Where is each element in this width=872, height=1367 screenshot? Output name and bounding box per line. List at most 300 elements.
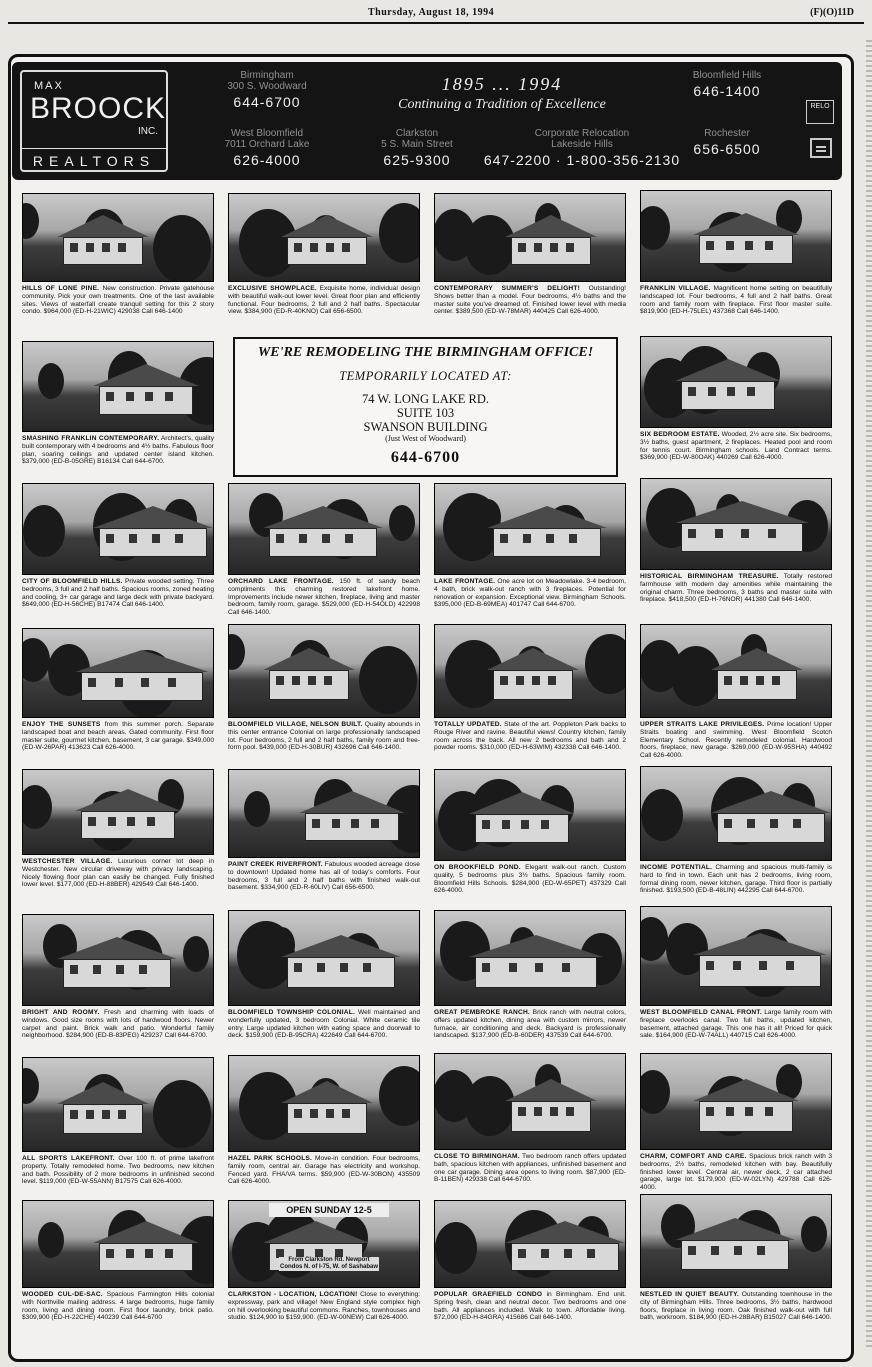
page-header [8, 4, 864, 24]
tree-shape [244, 791, 270, 827]
listing-title: WOODED CUL-DE-SAC. [22, 1291, 103, 1298]
listing-title: EXCLUSIVE SHOWPLACE. [228, 285, 317, 292]
window-shape [276, 676, 284, 685]
listing-title: WESTCHESTER VILLAGE. [22, 858, 113, 865]
listing-title: NESTLED IN QUIET BEAUTY. [640, 1291, 739, 1298]
listing-text: Spacious brick ranch with 3 bedrooms, 2½ baths, remodeled kitchen with bay. Beautifully finished lower level. Central air, newer deck, 2 car attached garage, large lot. $179,900 (ED-W-02LYN) 429788 Call 626-4000. [640, 1153, 832, 1192]
listing-photo [434, 483, 626, 575]
tagline-motto: Continuing a Tradition of Excellence [398, 97, 606, 112]
listing-photo [22, 483, 214, 575]
listing-description [434, 1291, 626, 1367]
listing-title: LAKE FRONTAGE. [434, 578, 496, 585]
window-shape [786, 961, 794, 970]
listing-photo [22, 341, 214, 432]
window-shape [118, 243, 126, 252]
listing-title: CITY OF BLOOMFIELD HILLS. [22, 578, 123, 585]
roof-shape [281, 935, 401, 957]
roof-shape [693, 933, 827, 955]
logo-realtors: REALTORS [22, 148, 166, 169]
listing-title: CHARM, COMFORT AND CARE. [640, 1153, 747, 1160]
listing-text: Fresh and charming with loads of windows. Good size rooms with lots of hardwood floors. Newer carpet and paint. Brick walk and patio. Wonderful family neighborhood. $284,900 (ED-B-83PEG) 429237 Call 644-6700. [22, 1009, 214, 1040]
listing-text: Over 100 ft. of prime lakefront property. Totally remodeled home. Two bedrooms, new kitchen and bath. Possibility of 2 more bedrooms in unfinished second level. $119,000 (ED-W-55ANN) B17575 Call 626-4000. [22, 1155, 214, 1186]
listing-photo [640, 1053, 832, 1150]
house-shape [681, 523, 803, 552]
house-shape [717, 813, 825, 843]
window-shape [126, 1249, 134, 1258]
listing-title: INCOME POTENTIAL. [640, 864, 713, 871]
window-shape [765, 1107, 773, 1116]
listing-photo [22, 769, 214, 855]
window-shape [102, 1110, 110, 1119]
window-shape [106, 392, 114, 401]
listing-description [434, 285, 626, 367]
window-shape [292, 676, 300, 685]
window-shape [756, 676, 764, 685]
roof-shape [93, 364, 199, 386]
listing-title: HILLS OF LONE PINE. [22, 285, 100, 292]
open-sunday-banner: OPEN SUNDAY 12-5 [269, 1203, 389, 1217]
window-shape [139, 965, 147, 974]
house-shape [717, 670, 797, 700]
roof-shape [675, 501, 809, 523]
house-shape [493, 670, 573, 700]
window-shape [793, 819, 801, 828]
window-shape [165, 1249, 173, 1258]
window-shape [541, 1249, 549, 1258]
window-shape [741, 529, 749, 538]
logo-name: BROOCK [30, 92, 167, 125]
listing-photo [640, 766, 832, 861]
tree-shape [22, 785, 52, 829]
window-shape [312, 819, 320, 828]
roof-shape [711, 648, 803, 670]
window-shape [70, 243, 78, 252]
window-shape [548, 676, 556, 685]
window-shape [772, 676, 780, 685]
listing-card [228, 1200, 420, 1367]
listing-photo [434, 1200, 626, 1288]
brokerage-banner [12, 62, 842, 180]
window-shape [165, 392, 173, 401]
listing-photo [22, 1057, 214, 1152]
listing-text: in Birmingham. End unit. Spring fresh, clean and neutral decor. Two bedrooms and one bath. All appliances included. Walk to town. Affordable living. $72,000 (ED-H-84GRA) 415686 Call 646-1400. [434, 1291, 626, 1322]
listing-photo [640, 190, 832, 282]
window-shape [86, 243, 94, 252]
listing-title: FRANKLIN VILLAGE. [640, 285, 711, 292]
listing-title: BLOOMFIELD VILLAGE, NELSON BUILT. [228, 721, 363, 728]
tree-shape [801, 1216, 827, 1252]
listing-text: Totally restored farmhouse with modern day amenities while maintaining the original charm. Three bedrooms, 3 baths and master suite with fireplace. $418,500 (ED-H-76NOR) 441380 Call 646-1400. [640, 573, 832, 604]
tree-shape [22, 1068, 39, 1104]
window-shape [569, 534, 577, 543]
window-shape [129, 534, 137, 543]
window-shape [116, 965, 124, 974]
window-shape [726, 241, 734, 250]
listing-photo [640, 336, 832, 428]
listing-text: Outstanding townhouse in the city of Birmingham Hills. Three bedrooms, 3½ baths, hardwood floors, fireplace in living room. Oak finished walk-out with full bath, workroom. $184,900 (ED-H-28BAR) B15027 Call 646-1400. [640, 1291, 832, 1322]
window-shape [711, 1246, 719, 1255]
listing-photo [228, 483, 420, 575]
window-shape [541, 820, 549, 829]
house-shape [287, 957, 395, 988]
window-shape [363, 963, 371, 972]
window-shape [706, 961, 714, 970]
window-shape [688, 387, 696, 396]
roof-shape [281, 215, 373, 237]
tree-shape [359, 646, 417, 714]
house-shape [269, 528, 377, 557]
listing-text: New construction. Private gatehouse community. Pick your own treatments. One of the last available sites. Views of waterfall create tranquil setting for this 2 story condo. $964,000 (ED-H-21WIC) 429038 Call 646-1400 [22, 285, 214, 316]
roof-shape [505, 1079, 597, 1101]
roof-shape [505, 215, 597, 237]
listing-title: POPULAR GRAEFIELD CONDO [434, 1291, 543, 1298]
tree-shape [641, 789, 683, 841]
office-birmingham: Birmingham 300 S. Woodward 644-6700 [192, 70, 342, 110]
notice-address: 74 W. LONG LAKE RD. SUITE 103 SWANSON BUILDING (Just West of Woodward) [361, 392, 490, 443]
listing-text: Architect's, quality built contemporary with 4 bedrooms and 4½ baths. Fabulous floor plan, soaring ceilings and updated center island kitchen. $379,000 (ED-B-05GRE) B16134 Call 644-6700. [22, 435, 214, 466]
window-shape [733, 961, 741, 970]
listing-photo [434, 1053, 626, 1150]
window-shape [757, 1246, 765, 1255]
window-shape [308, 676, 316, 685]
listing-title: BRIGHT AND ROOMY. [22, 1009, 100, 1016]
office-phone: 625-9300 [383, 152, 451, 168]
house-shape [305, 813, 399, 841]
roof-shape [57, 937, 177, 959]
window-shape [564, 1249, 572, 1258]
window-shape [765, 241, 773, 250]
window-shape [351, 819, 359, 828]
listing-title: ALL SPORTS LAKEFRONT. [22, 1155, 115, 1162]
listing-photo [640, 478, 832, 570]
window-shape [500, 676, 508, 685]
listing-photo [228, 910, 420, 1006]
tagline [372, 74, 632, 113]
window-shape [566, 1107, 574, 1116]
window-shape [326, 1109, 334, 1118]
window-shape [324, 676, 332, 685]
window-shape [745, 241, 753, 250]
listing-photo [434, 624, 626, 718]
tree-shape [228, 634, 245, 670]
roof-shape [693, 1079, 799, 1101]
roof-shape [57, 215, 149, 237]
listing-photo [640, 906, 832, 1006]
window-shape [294, 963, 302, 972]
window-shape [93, 965, 101, 974]
listing-title: BLOOMFIELD TOWNSHIP COLONIAL. [228, 1009, 355, 1016]
listing-photo [22, 628, 214, 718]
listing-description [228, 285, 420, 380]
tree-shape [434, 1070, 475, 1122]
window-shape [706, 1107, 714, 1116]
listing-text: Close to everything: expressway, park and village! New England style complex high on hill overlooking beautiful commons. Ranches, townhouses and studio. $124,900 to $159,900. (ED-W-00NEW) Call 626-4000. [228, 1291, 420, 1322]
window-shape [345, 534, 353, 543]
window-shape [546, 534, 554, 543]
roof-shape [263, 1221, 369, 1243]
listing-text: 150 ft. of sandy beach compliments this charming restored lakefront home. Improvements include newer kitchen, fireplace, living and master bedroom, family room, garage. $529,000 (ED-H-54OLD) 422998 Call 646-1400. [228, 578, 420, 617]
house-shape [287, 1103, 367, 1134]
tree-shape [153, 1080, 211, 1148]
listing-photo [228, 193, 420, 282]
roof-shape [675, 359, 781, 381]
window-shape [724, 676, 732, 685]
listing-title: SIX BEDROOM ESTATE. [640, 431, 720, 438]
window-shape [145, 1249, 153, 1258]
window-shape [745, 1107, 753, 1116]
window-shape [523, 534, 531, 543]
window-shape [340, 963, 348, 972]
tree-shape [153, 215, 211, 282]
window-shape [747, 819, 755, 828]
listing-photo [434, 910, 626, 1006]
window-shape [276, 534, 284, 543]
roof-shape [93, 1221, 199, 1243]
window-shape [145, 392, 153, 401]
notice-phone: 644-6700 [390, 449, 461, 466]
window-shape [322, 534, 330, 543]
tree-shape [22, 638, 50, 682]
tree-shape [640, 206, 670, 250]
window-shape [332, 819, 340, 828]
house-shape [99, 528, 207, 557]
listing-text: from this summer porch. Separate landscaped boat and beach areas. Gated community. First floor master suite, gourmet kitchen, basement, 3 car garage. $349,000 (ED-W-26PAR) 413623 Call 626-4000. [22, 721, 214, 752]
house-shape [681, 1240, 789, 1270]
window-shape [326, 243, 334, 252]
listing-title: HISTORICAL BIRMINGHAM TREASURE. [640, 573, 779, 580]
window-shape [509, 963, 517, 972]
window-shape [688, 529, 696, 538]
house-shape [475, 814, 569, 843]
listing-text: Fabulous wooded acreage close to downtown! Updated home has all of today's comforts. Four bedrooms, 3 full and 2 half baths with finished walk-out basement. $334,900 (ED-R-60LIV) Call 656-6500. [228, 861, 420, 892]
listing-title: ENJOY THE SUNSETS [22, 721, 101, 728]
window-shape [70, 1110, 78, 1119]
roof-shape [299, 791, 405, 813]
listing-title: CLARKSTON - LOCATION, LOCATION! [228, 1291, 358, 1298]
window-shape [688, 1246, 696, 1255]
window-shape [115, 678, 123, 687]
issue-date: Thursday, August 18, 1994 [368, 7, 495, 18]
listing-text: Two bedroom ranch offers updated bath, spacious kitchen with appliances, unfinished basement and one car garage. Dining area opens to living room. $87,900 (ED-B-11BEN) 429338 Call 644-6700. [434, 1153, 626, 1184]
tree-shape [434, 209, 475, 261]
roof-shape [93, 506, 213, 528]
window-shape [299, 534, 307, 543]
house-shape [475, 957, 597, 988]
listing-photo [640, 624, 832, 718]
roof-shape [281, 1081, 373, 1103]
notice-subheading: TEMPORARILY LOCATED AT: [339, 369, 512, 383]
listing-text: Outstanding! Shows better than a model. Four bedrooms, 4½ baths and the master suite you've dreamed of. Finished lower level with media center. $389,500 (ED-W-78MAR) 440425 Call 626-4000. [434, 285, 626, 316]
listing-description [22, 1291, 214, 1367]
window-shape [715, 529, 723, 538]
window-shape [88, 817, 96, 826]
listing-photo [22, 1200, 214, 1288]
listing-photo [434, 193, 626, 282]
roof-shape [505, 1221, 625, 1243]
window-shape [502, 820, 510, 829]
window-shape [724, 819, 732, 828]
listing-card [22, 1200, 214, 1367]
listing-photo [228, 1055, 420, 1152]
listing-title: ORCHARD LAKE FRONTAGE. [228, 578, 334, 585]
tree-shape [183, 936, 209, 972]
listing-text: Large family room with fireplace overlooks canal. Two full baths, updated kitchen, basement, attached garage. This one has it all! Priced for quick sale. $164,900 (ED-W-74ALL) 440715 Call 626-4000. [640, 1009, 832, 1040]
office-west-bloomfield: West Bloomfield 7011 Orchard Lake 626-4000 [192, 128, 342, 168]
tree-shape [389, 505, 415, 541]
window-shape [518, 243, 526, 252]
window-shape [88, 678, 96, 687]
window-shape [141, 678, 149, 687]
window-shape [310, 243, 318, 252]
listing-text: One acre lot on Meadowlake. 3-4 bedroom, 4 bath, brick walk-out ranch with 3 fireplaces. Potential for renovation or expansion. Exceptional view. Birmingham Schools. $395,000 (ED-B-69MEA) 401747 Call 644-6700. [434, 578, 626, 609]
house-shape [99, 386, 193, 415]
office-bloomfield-hills: Bloomfield Hills 646-1400 [652, 70, 802, 99]
window-shape [147, 817, 155, 826]
listing-description [640, 1291, 832, 1367]
roof-shape [711, 791, 831, 813]
window-shape [727, 387, 735, 396]
roof-shape [693, 213, 799, 235]
listing-text: Private wooded setting. Three bedrooms, 3 full and 2 half baths. Spacious rooms, zoned heating and cooling, 3+ car garage and large deck with private backyard. $649,000 (ED-H-56CHE) B17474 Call 646-1400. [22, 578, 214, 609]
listing-text: Magnificent home setting on beautifully landscaped lot. Four bedrooms, 4 full and 2 half baths. Great room and family room with fireplace. First floor master suite. $819,900 (ED-H-75LEL) 437368 Call 646-1400. [640, 285, 832, 316]
listing-text: Spacious Farmington Hills colonial with Northville mailing address. 4 large bedrooms, huge family room, living and dining room. First floor laundry, brick patio. $309,900 (ED-H-22CHE) 440239 Call 644-6700 [22, 1291, 214, 1322]
listing-title: WEST BLOOMFIELD CANAL FRONT. [640, 1009, 762, 1016]
directions-sign: From Clarkston Rd. Newport Condos N. of I-75, W. of Sashabaw [279, 1257, 378, 1270]
tree-shape [38, 363, 64, 399]
window-shape [516, 676, 524, 685]
window-shape [706, 241, 714, 250]
window-shape [768, 529, 776, 538]
window-shape [371, 819, 379, 828]
window-shape [310, 1109, 318, 1118]
window-shape [127, 817, 135, 826]
notice-heading: WE'RE REMODELING THE BIRMINGHAM OFFICE! [257, 345, 594, 360]
window-shape [108, 817, 116, 826]
roof-shape [263, 648, 355, 670]
listing-photo [434, 769, 626, 861]
company-logo [20, 70, 168, 172]
equal-housing-icon [810, 138, 832, 158]
page-code: (F)(O)11D [810, 7, 854, 18]
window-shape [518, 1249, 526, 1258]
tree-shape [22, 203, 39, 239]
listing-text: State of the art. Poppleton Park backs to Rouge River and ravine. Beautiful views! Country kitchen, family room across the back. All new 2 bedrooms and bath and 2 powder rooms. $310,000 (ED-H-63WIM) 432338 Call 646-1400. [434, 721, 626, 752]
listing-card [640, 1194, 832, 1367]
listing-title: CLOSE TO BIRMINGHAM. [434, 1153, 520, 1160]
window-shape [152, 534, 160, 543]
house-shape [699, 1101, 793, 1132]
listing-photo [228, 624, 420, 718]
listing-card [434, 1200, 626, 1367]
window-shape [168, 678, 176, 687]
house-shape [81, 811, 175, 839]
roof-shape [75, 650, 209, 672]
window-shape [759, 961, 767, 970]
window-shape [726, 1107, 734, 1116]
listing-text: Move-in condition. Four bedrooms, family room, central air. Garage has electricity and workshop. Fenced yard. FHA/VA terms. $59,900 (ED-W-30BON) 435509 Call 626-4000. [228, 1155, 420, 1186]
window-shape [342, 1109, 350, 1118]
roof-shape [75, 789, 181, 811]
listing-card [228, 193, 420, 381]
page-edge [866, 40, 872, 1350]
window-shape [534, 243, 542, 252]
house-shape [511, 237, 591, 265]
window-shape [770, 819, 778, 828]
logo-inc: INC. [138, 126, 158, 137]
window-shape [587, 1249, 595, 1258]
window-shape [106, 534, 114, 543]
office-phone: 626-4000 [233, 152, 301, 168]
listing-text: Exquisite home, individual design with beautiful walk-out lower level. Great floor plan and efficiently functional. Four bedrooms, 2 full and 2 half baths. Spectacular view. $384,900 (ED-R-40KNO) Call 656-6500. [228, 285, 420, 316]
window-shape [118, 1110, 126, 1119]
listing-title: PAINT CREEK RIVERFRONT. [228, 861, 323, 868]
listing-title: ON BROOKFIELD POND. [434, 864, 521, 871]
window-shape [534, 1107, 542, 1116]
tree-shape [640, 1070, 670, 1114]
house-shape [269, 670, 349, 700]
window-shape [500, 534, 508, 543]
roof-shape [263, 506, 383, 528]
window-shape [342, 243, 350, 252]
roof-shape [487, 648, 579, 670]
tree-shape [640, 917, 668, 961]
house-shape [99, 1243, 193, 1271]
window-shape [518, 1107, 526, 1116]
window-shape [708, 387, 716, 396]
listing-photo [22, 193, 214, 282]
window-shape [126, 392, 134, 401]
tree-shape [379, 203, 420, 263]
listing-title: CONTEMPORARY SUMMER'S DELIGHT! [434, 285, 580, 292]
listing-text: Luxurious corner lot deep in Westchester. New circular driveway with privacy landscaping. Nicely flowing floor plan can easily be changed. Fully finished lower level. $177,000 (ED-H-88BER) 429549 Call 646-1400. [22, 858, 214, 889]
window-shape [294, 243, 302, 252]
house-shape [287, 237, 367, 265]
relo-badge-icon: RELO [806, 100, 834, 124]
tree-shape [585, 634, 626, 694]
office-phone: 646-1400 [693, 83, 761, 99]
house-shape [63, 237, 143, 265]
office-corporate-relocation: Corporate Relocation Lakeside Hills 647-2200 · 1-800-356-2130 [483, 128, 681, 168]
tree-shape [435, 1222, 477, 1274]
house-shape [63, 959, 171, 988]
listing-text: Charming and spacious multi-family is hard to find in town. Each unit has 2 bedrooms, living room, formal dining room, newer kitchen, garage. Third floor is partially finished. $193,500 (ED-B-48LIN) 442295 Call 644-6700. [640, 864, 832, 895]
office-clarkston: Clarkston 5 S. Main Street 625-9300 [342, 128, 492, 168]
roof-shape [487, 506, 607, 528]
window-shape [550, 243, 558, 252]
window-shape [482, 963, 490, 972]
window-shape [317, 963, 325, 972]
window-shape [562, 963, 570, 972]
house-shape [81, 672, 203, 701]
tree-shape [38, 1222, 64, 1258]
listing-title: HAZEL PARK SCHOOLS. [228, 1155, 313, 1162]
listing-photo [640, 1194, 832, 1288]
window-shape [734, 1246, 742, 1255]
roof-shape [675, 1218, 795, 1240]
tree-shape [379, 1066, 420, 1126]
window-shape [70, 965, 78, 974]
house-shape [511, 1243, 619, 1271]
office-phone: 647-2200 · 1-800-356-2130 [483, 152, 681, 168]
listing-photo [228, 1200, 420, 1288]
window-shape [566, 243, 574, 252]
window-shape [521, 820, 529, 829]
window-shape [482, 820, 490, 829]
window-shape [86, 1110, 94, 1119]
house-shape [699, 235, 793, 264]
listing-text: Quality abounds in this center entrance Colonial on large professionally landscaped lot. Four bedrooms, 2 full and 2 half baths, family room and free-form pool. $439,000 (ED-H-30BUR) 432696 Call 646-1400. [228, 721, 420, 752]
tagline-years: 1895 ... 1994 [441, 74, 563, 94]
